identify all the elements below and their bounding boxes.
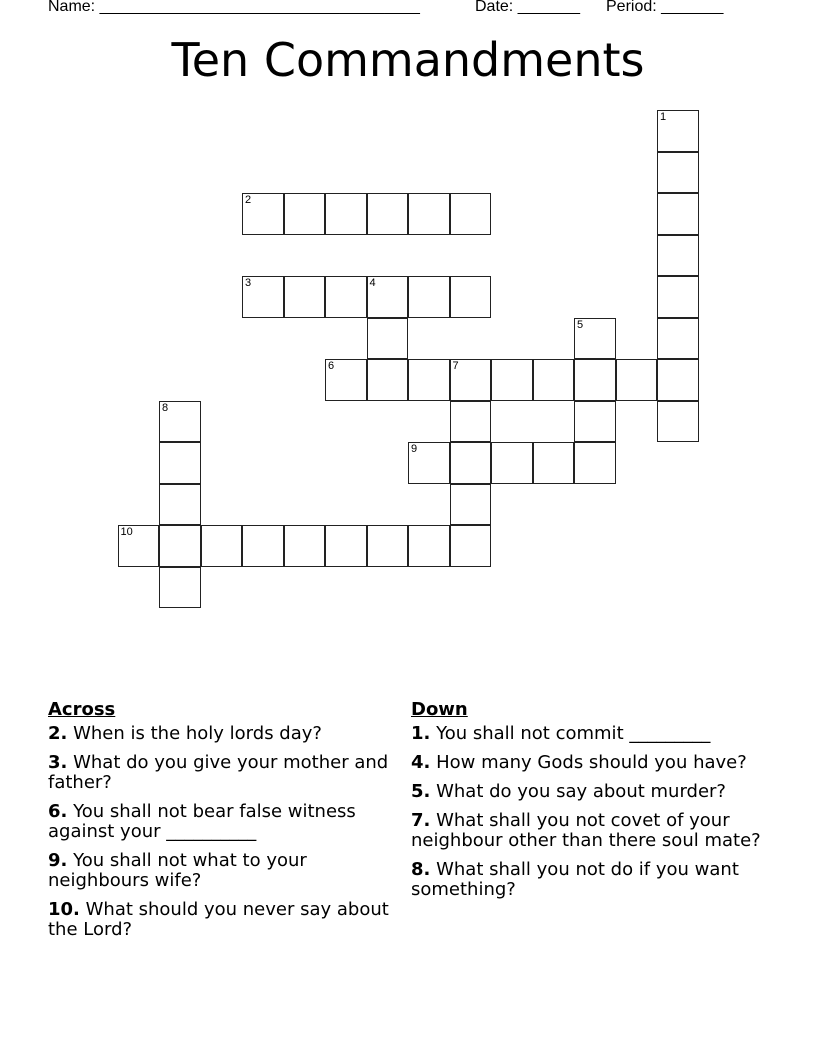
clue-down-4 <box>411 753 776 773</box>
across-clues <box>48 700 393 949</box>
clue-number: 7. <box>411 810 431 831</box>
clue-text: What shall you not covet of your neighbour other than there soul mate? <box>411 810 761 851</box>
crossword-cell[interactable] <box>574 442 616 484</box>
crossword-cell[interactable] <box>657 235 699 277</box>
crossword-cell[interactable] <box>408 359 450 401</box>
crossword-cell[interactable] <box>367 276 409 318</box>
page-title: Ten Commandments <box>171 33 645 87</box>
cell-number: 9 <box>411 443 418 455</box>
cell-number: 8 <box>162 401 169 414</box>
across-heading: Across <box>48 699 116 720</box>
crossword-cell[interactable] <box>574 318 616 360</box>
crossword-cell[interactable] <box>450 401 492 443</box>
clue-across-2 <box>48 724 393 744</box>
clue-across-6 <box>48 802 393 842</box>
crossword-cell[interactable] <box>242 525 284 567</box>
down-clues <box>411 700 776 909</box>
crossword-cell[interactable] <box>284 276 326 318</box>
crossword-cell[interactable] <box>284 525 326 567</box>
clue-number: 8. <box>411 859 431 880</box>
clue-text: You shall not commit _________ <box>430 723 711 744</box>
clue-number: 2. <box>48 723 68 744</box>
crossword-cell[interactable] <box>450 484 492 526</box>
clue-text: What shall you not do if you want something? <box>411 859 739 900</box>
crossword-cell[interactable] <box>325 276 367 318</box>
crossword-cell[interactable] <box>616 359 658 401</box>
clue-across-3 <box>48 753 393 793</box>
clue-number: 9. <box>48 850 68 871</box>
crossword-cell[interactable] <box>657 359 699 401</box>
crossword-cell[interactable] <box>450 276 492 318</box>
crossword-cell[interactable] <box>533 359 575 401</box>
crossword-cell[interactable] <box>325 525 367 567</box>
crossword-cell[interactable] <box>450 359 492 401</box>
crossword-cell[interactable] <box>159 567 201 609</box>
crossword-cell[interactable] <box>657 318 699 360</box>
crossword-cell[interactable] <box>367 359 409 401</box>
clue-across-9 <box>48 851 393 891</box>
period-field-label: Period: _______ <box>606 0 724 15</box>
cell-number: 10 <box>120 526 133 538</box>
name-field-label: Name: ____________________________________ <box>48 0 420 15</box>
cell-number: 7 <box>452 360 459 372</box>
crossword-cell[interactable] <box>491 359 533 401</box>
crossword-cell[interactable] <box>574 359 616 401</box>
crossword-cell[interactable] <box>367 525 409 567</box>
clue-down-1 <box>411 724 776 744</box>
crossword-cell[interactable] <box>408 193 450 235</box>
crossword-cell[interactable] <box>574 401 616 443</box>
crossword-cell[interactable] <box>159 442 201 484</box>
clue-text: You shall not bear false witness against your __________ <box>48 801 356 842</box>
crossword-cell[interactable] <box>491 442 533 484</box>
crossword-cell[interactable] <box>657 193 699 235</box>
clue-text: When is the holy lords day? <box>67 723 322 744</box>
crossword-cell[interactable] <box>533 442 575 484</box>
crossword-cell[interactable] <box>657 276 699 318</box>
crossword-cell[interactable] <box>657 110 699 152</box>
clue-number: 4. <box>411 752 431 773</box>
clue-down-5 <box>411 782 776 802</box>
crossword-cell[interactable] <box>242 193 284 235</box>
cell-number: 3 <box>245 277 252 289</box>
clue-text: What should you never say about the Lord? <box>48 899 389 940</box>
clue-number: 3. <box>48 752 68 773</box>
crossword-cell[interactable] <box>159 525 201 567</box>
cell-number: 2 <box>245 194 252 206</box>
down-heading: Down <box>411 699 468 720</box>
cell-number: 4 <box>369 277 376 289</box>
clue-down-7 <box>411 811 776 851</box>
crossword-cell[interactable] <box>408 276 450 318</box>
clue-text: What do you say about murder? <box>430 781 726 802</box>
crossword-cell[interactable] <box>657 401 699 443</box>
crossword-cell[interactable] <box>450 193 492 235</box>
crossword-cell[interactable] <box>159 401 201 443</box>
clue-number: 10. <box>48 899 80 920</box>
crossword-cell[interactable] <box>118 525 160 567</box>
clue-number: 6. <box>48 801 68 822</box>
header <box>0 0 816 20</box>
crossword-cell[interactable] <box>201 525 243 567</box>
clue-text: What do you give your mother and father? <box>48 752 389 793</box>
crossword-cell[interactable] <box>159 484 201 526</box>
cell-number: 1 <box>660 111 667 123</box>
crossword-cell[interactable] <box>657 152 699 194</box>
crossword-cell[interactable] <box>450 525 492 567</box>
clue-number: 5. <box>411 781 431 802</box>
cell-number: 5 <box>577 318 584 331</box>
crossword-cell[interactable] <box>408 442 450 484</box>
clue-text: You shall not what to your neighbours wife? <box>48 850 307 891</box>
crossword-cell[interactable] <box>242 276 284 318</box>
crossword-cell[interactable] <box>367 193 409 235</box>
clue-across-10 <box>48 900 393 940</box>
clue-down-8 <box>411 860 776 900</box>
crossword-cell[interactable] <box>450 442 492 484</box>
crossword-cell[interactable] <box>367 318 409 360</box>
clue-number: 1. <box>411 723 431 744</box>
crossword-cell[interactable] <box>325 193 367 235</box>
clue-text: How many Gods should you have? <box>430 752 747 773</box>
cell-number: 6 <box>328 360 335 372</box>
crossword-cell[interactable] <box>325 359 367 401</box>
date-field-label: Date: _______ <box>475 0 580 15</box>
crossword-cell[interactable] <box>408 525 450 567</box>
crossword-cell[interactable] <box>284 193 326 235</box>
